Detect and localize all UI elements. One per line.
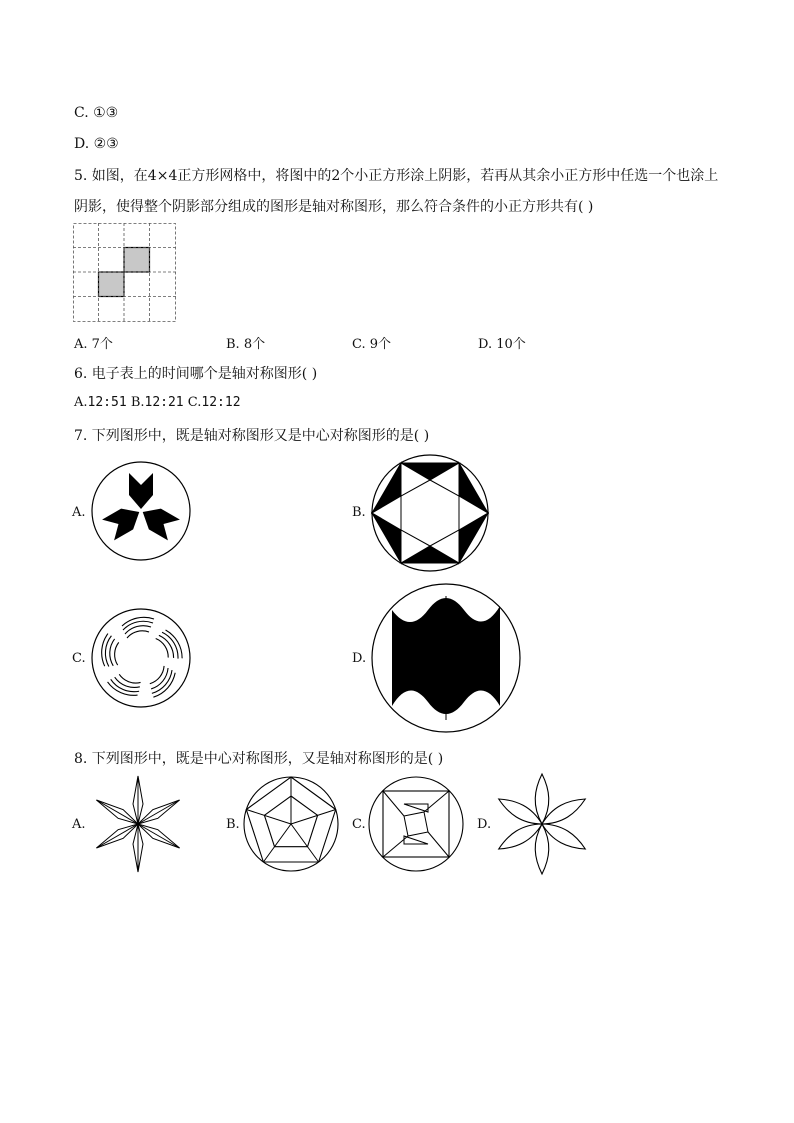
q8-label-a: A.: [72, 817, 86, 832]
q5-grid-figure: [73, 223, 176, 322]
shaded-square-2: [99, 272, 125, 297]
q6-options: [74, 395, 241, 410]
q8-figure-b: [243, 776, 339, 872]
q6-option-b-time: 12:21: [144, 395, 184, 410]
q8-figure-a: [88, 774, 188, 874]
option-c-prev: C. ①③: [74, 105, 119, 121]
shaded-square-1: [124, 248, 150, 273]
q7-figure-b: [371, 454, 489, 572]
q8-label-b: B.: [226, 817, 240, 832]
q7-text: 7. 下列图形中，既是轴对称图形又是中心对称图形的是( ): [74, 428, 430, 444]
q7-label-d: D.: [352, 651, 367, 666]
q6-option-c-time: 12:12: [201, 395, 241, 410]
option-d-prev: D. ②③: [74, 136, 119, 152]
q7-label-a: A.: [72, 505, 86, 520]
q6-option-a-label: A.: [74, 395, 88, 410]
q6-option-a-time: 12:51: [87, 395, 127, 410]
q5-text-line2: 阴影，使得整个阴影部分组成的图形是轴对称图形，那么符合条件的小正方形共有( ): [74, 199, 594, 215]
q5-option-c: C. 9个: [352, 337, 392, 352]
q5-option-a: A. 7个: [74, 337, 113, 352]
q8-label-c: C.: [352, 817, 366, 832]
q7-figure-a: [91, 461, 191, 561]
q5-text-line1: 5. 如图，在4×4正方形网格中，将图中的2个小正方形涂上阴影，若再从其余小正方形中任选一个也涂上: [74, 168, 719, 184]
q8-text: 8. 下列图形中，既是中心对称图形，又是轴对称图形的是( ): [74, 751, 444, 767]
q5-option-d: D. 10个: [478, 337, 526, 352]
q8-label-d: D.: [477, 817, 492, 832]
q7-figure-c: [91, 608, 191, 708]
q8-figure-c: [368, 776, 464, 872]
q7-figure-d: [371, 583, 521, 733]
q7-label-b: B.: [352, 505, 366, 520]
q6-option-c-label: C.: [187, 395, 202, 410]
q5-option-b: B. 8个: [226, 337, 266, 352]
q7-label-c: C.: [72, 651, 86, 666]
q8-figure-d: [495, 772, 589, 876]
q6-text: 6. 电子表上的时间哪个是轴对称图形( ): [74, 366, 318, 382]
q6-option-b-label: B.: [130, 395, 145, 410]
